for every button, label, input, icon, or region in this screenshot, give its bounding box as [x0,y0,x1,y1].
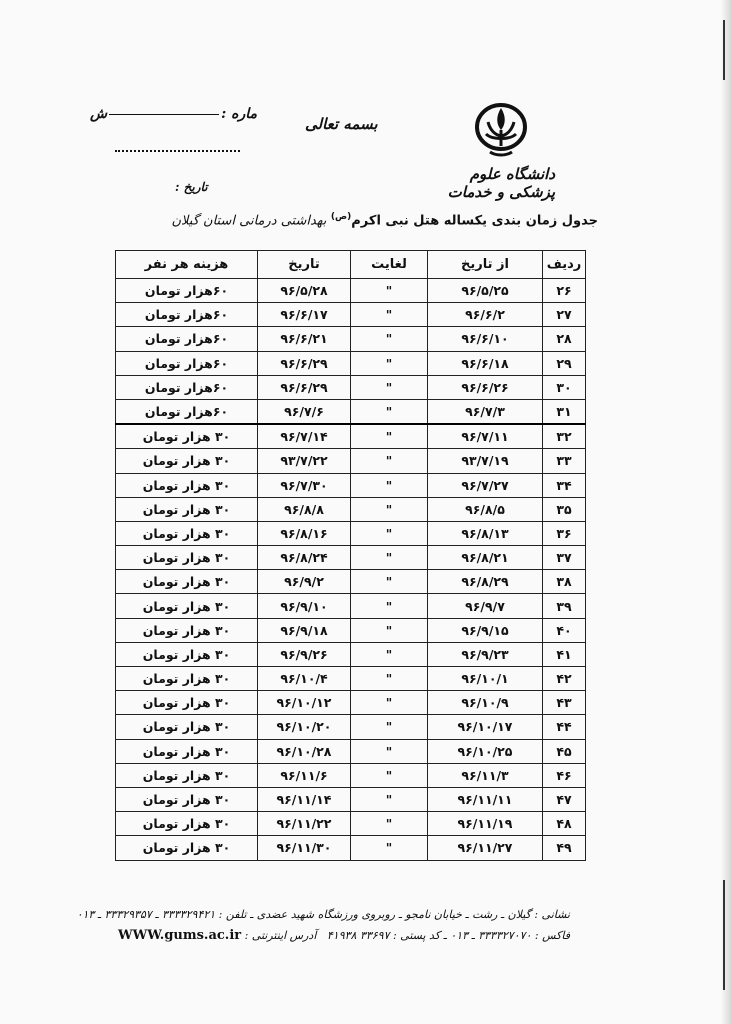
table-cell: ۹۶/۶/۲۹ [258,351,351,375]
table-cell: ۶۰هزار تومان [116,279,258,303]
table-cell: ۲۶ [543,279,586,303]
table-row [116,449,586,473]
table-row [116,303,586,327]
table-cell: ۴۲ [543,667,586,691]
table-cell: " [351,473,428,497]
table-cell: ۹۶/۸/۸ [258,497,351,521]
table-cell: ۹۶/۱۱/۱۴ [258,787,351,811]
table-cell: ۳۰ هزار تومان [116,715,258,739]
table-cell: ۹۶/۸/۵ [428,497,543,521]
table-cell: ۹۳/۷/۲۲ [258,449,351,473]
table-cell: ۹۶/۶/۱۸ [428,351,543,375]
table-cell: ۹۶/۶/۲ [428,303,543,327]
table-cell: ۹۶/۱۱/۲۷ [428,836,543,860]
table-cell: ۴۰ [543,618,586,642]
table-cell: " [351,375,428,399]
table-cell: ۹۶/۸/۲۴ [258,546,351,570]
table-cell: ۳۰ هزار تومان [116,473,258,497]
table-cell: ۳۰ هزار تومان [116,739,258,763]
university-emblem-icon [470,100,532,158]
table-cell: ۹۶/۱۱/۲۲ [258,812,351,836]
table-row [116,642,586,666]
table-cell: ۹۶/۷/۱۱ [428,424,543,449]
table-cell: ۹۶/۷/۱۴ [258,424,351,449]
table-cell: ۹۶/۱۰/۲۸ [258,739,351,763]
basmala: بسمه تعالی [305,115,378,133]
table-cell: ۳۹ [543,594,586,618]
table-cell: ۳۰ هزار تومان [116,691,258,715]
table-cell: " [351,399,428,424]
table-cell: ۶۰هزار تومان [116,375,258,399]
table-cell: ۹۶/۹/۷ [428,594,543,618]
column-header: ردیف [543,251,586,279]
table-cell: ۹۶/۱۱/۶ [258,763,351,787]
table-cell: ۹۳/۷/۱۹ [428,449,543,473]
table-cell: " [351,763,428,787]
department-name: بهداشتی درمانی استان گیلان [171,213,327,229]
column-header: لغایت [351,251,428,279]
table-cell: ۴۶ [543,763,586,787]
table-cell: ۹۶/۸/۲۱ [428,546,543,570]
table-cell: ۹۶/۹/۲۳ [428,642,543,666]
number-line [109,114,219,115]
table-cell: ۹۶/۱۱/۳۰ [258,836,351,860]
table-cell: ۳۰ هزار تومان [116,497,258,521]
table-cell: ۳۰ هزار تومان [116,546,258,570]
table-cell: ۹۶/۶/۱۰ [428,327,543,351]
table-cell: ۳۶ [543,521,586,545]
table-cell: ۳۰ هزار تومان [116,836,258,860]
number-field [115,150,240,152]
table-cell: ۳۳ [543,449,586,473]
table-row [116,739,586,763]
table-cell: ۴۱ [543,642,586,666]
table-row [116,279,586,303]
table-cell: ۶۰هزار تومان [116,327,258,351]
table-cell: ۳۰ هزار تومان [116,667,258,691]
table-row [116,836,586,860]
table-cell: ۹۶/۱۰/۴ [258,667,351,691]
table-cell: ۳۰ هزار تومان [116,424,258,449]
table-cell: " [351,836,428,860]
column-header: هزینه هر نفر [116,251,258,279]
table-cell: ۳۵ [543,497,586,521]
table-cell: ۹۶/۸/۲۹ [428,570,543,594]
table-cell: ۴۳ [543,691,586,715]
title-text: جدول زمان بندی یکساله هتل نبی اکرم [351,213,598,229]
schedule-table [115,250,586,861]
table-cell: ۹۶/۷/۶ [258,399,351,424]
table-cell: ۲۷ [543,303,586,327]
date-label: تاریخ : [175,180,208,194]
table-cell: ۹۶/۸/۱۶ [258,521,351,545]
table-cell: ۹۶/۱۱/۱۱ [428,787,543,811]
table-cell: ۹۶/۶/۲۶ [428,375,543,399]
table-cell: ۹۶/۱۰/۲۰ [258,715,351,739]
table-row [116,594,586,618]
table-cell: ۳۰ هزار تومان [116,787,258,811]
title-suffix: (ص) [330,212,352,222]
table-cell: " [351,351,428,375]
table-cell: " [351,327,428,351]
table-cell: ۳۰ هزار تومان [116,642,258,666]
table-cell: " [351,497,428,521]
table-body [116,279,586,861]
table-row [116,546,586,570]
table-cell: ۳۰ هزار تومان [116,763,258,787]
table-row [116,375,586,399]
table-cell: ۳۰ هزار تومان [116,618,258,642]
table-cell: ۹۶/۱۰/۱۷ [428,715,543,739]
table-cell: ۹۶/۶/۱۷ [258,303,351,327]
table-cell: ۹۶/۵/۲۵ [428,279,543,303]
table-cell: ۶۰هزار تومان [116,303,258,327]
table-cell: ۳۱ [543,399,586,424]
table-cell: " [351,812,428,836]
table-cell: ۳۰ هزار تومان [116,594,258,618]
number-label [90,106,257,122]
table-cell: ۹۶/۹/۱۵ [428,618,543,642]
table-cell: " [351,546,428,570]
table-row [116,691,586,715]
table-cell: ۳۷ [543,546,586,570]
table-cell: ۶۰هزار تومان [116,351,258,375]
table-cell: ۹۶/۷/۳۰ [258,473,351,497]
table-header-row [116,251,586,279]
table-cell: " [351,667,428,691]
table-row [116,473,586,497]
table-cell: ۹۶/۱۱/۳ [428,763,543,787]
table-cell: " [351,739,428,763]
table-row [116,618,586,642]
table-cell: ۹۶/۷/۲۷ [428,473,543,497]
table-cell: ۹۶/۱۰/۹ [428,691,543,715]
footer-address: نشانی : گیلان ـ رشت ـ خیابان نامجو ـ روبروی ورزشگاه شهید عضدی ـ تلفن : ۳۳۳۳۲۹۴۲۱ ـ ۳۳۳۲۹۳۵۷ ـ ۰۱۳ [76,908,570,921]
table-cell: " [351,594,428,618]
table-cell: ۹۶/۱۰/۲۵ [428,739,543,763]
table-row [116,497,586,521]
edge-mark [723,20,725,80]
table-cell: ۹۶/۸/۱۳ [428,521,543,545]
table-cell: ۹۶/۹/۲۶ [258,642,351,666]
table-cell: ۲۹ [543,351,586,375]
table-cell: " [351,279,428,303]
table-cell: ۹۶/۱۰/۱ [428,667,543,691]
table-cell: ۳۰ هزار تومان [116,570,258,594]
table-row [116,399,586,424]
table-cell: ۹۶/۹/۲ [258,570,351,594]
table-row [116,327,586,351]
table-cell: ۹۶/۹/۱۸ [258,618,351,642]
table-cell: ۳۴ [543,473,586,497]
number-label-a: ش [90,106,108,122]
table-cell: ۹۶/۹/۱۰ [258,594,351,618]
table-cell: ۳۰ [543,375,586,399]
table-cell: " [351,642,428,666]
table-cell: ۳۰ هزار تومان [116,521,258,545]
table-cell: ۴۵ [543,739,586,763]
table-cell: ۳۸ [543,570,586,594]
table-cell: ۹۶/۱۰/۱۲ [258,691,351,715]
table-row [116,812,586,836]
table-cell: ۹۶/۱۱/۱۹ [428,812,543,836]
table-row [116,521,586,545]
university-name: دانشگاه علوم پزشکی و خدمات [447,165,555,201]
table-cell: ۶۰هزار تومان [116,399,258,424]
table-cell: " [351,521,428,545]
table-cell: ۹۶/۶/۲۱ [258,327,351,351]
table-cell: ۴۸ [543,812,586,836]
table-cell: " [351,424,428,449]
page-edge [721,0,731,1024]
table-cell: " [351,787,428,811]
column-header: از تاریخ [428,251,543,279]
fax-postal: فاکس : ۳۳۳۳۲۷۰۷۰ ـ ۰۱۳ ـ کد پستی : ۳۳۶۹۷ ۴۱۹۳۸ [326,929,570,942]
web-label: آدرس اینترنتی : [244,929,317,942]
table-cell: ۴۹ [543,836,586,860]
edge-mark [723,880,725,990]
table-cell: " [351,449,428,473]
table-cell: ۴۴ [543,715,586,739]
table-row [116,787,586,811]
table-row [116,570,586,594]
table-cell: ۹۶/۵/۲۸ [258,279,351,303]
table-cell: " [351,618,428,642]
page-title [171,212,598,229]
table-row [116,763,586,787]
table-cell: ۴۷ [543,787,586,811]
table-cell: " [351,691,428,715]
table-cell: ۳۰ هزار تومان [116,449,258,473]
table-cell: " [351,303,428,327]
table-cell: ۲۸ [543,327,586,351]
table-cell: ۹۶/۷/۳ [428,399,543,424]
website-link[interactable]: WWW.gums.ac.ir [118,928,242,943]
table-row [116,424,586,449]
table-cell: " [351,570,428,594]
table-cell: ۳۰ هزار تومان [116,812,258,836]
table-cell: ۳۲ [543,424,586,449]
table-cell: ۹۶/۶/۲۹ [258,375,351,399]
table-row [116,667,586,691]
number-label-b: ماره : [221,106,257,122]
table-row [116,715,586,739]
column-header: تاریخ [258,251,351,279]
table-cell: " [351,715,428,739]
footer-contact [118,928,570,943]
table-row [116,351,586,375]
